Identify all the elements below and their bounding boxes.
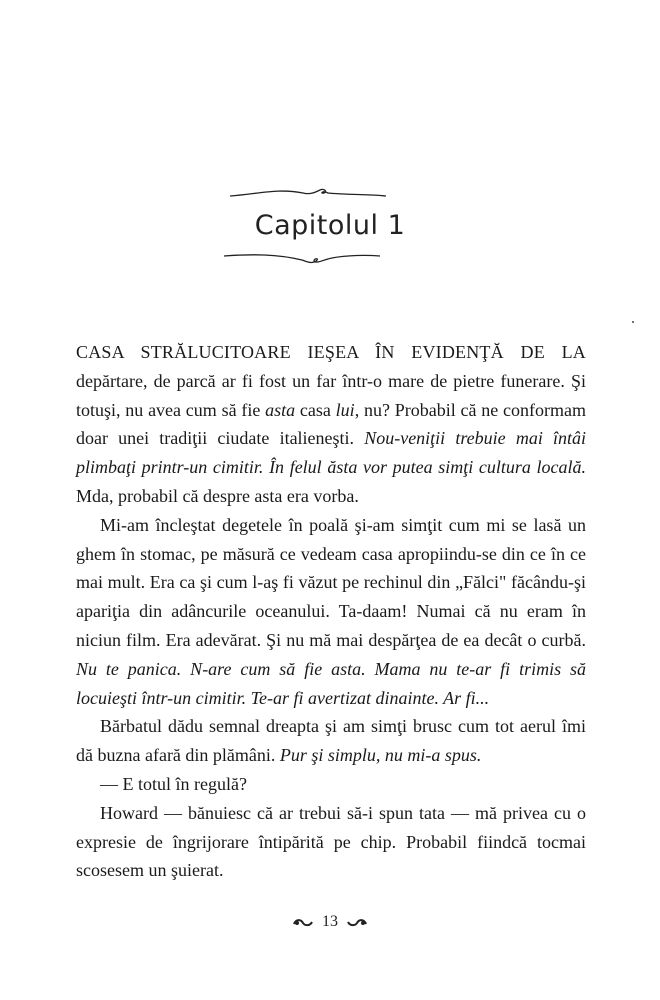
footer-ornament-right-icon bbox=[346, 917, 368, 927]
chapter-title: Capitolul 1 bbox=[254, 210, 406, 241]
italic-span: Nu te panica. N-are cum să fie asta. Mama nu te-ar fi trimis să locuieşti într-un cimitir. Te-ar fi avertizat dinainte. Ar fi... bbox=[76, 658, 586, 708]
text-span: Howard — bănuiesc că ar trebui să-i spun tata — mă privea cu o expresie de îngrijorare întipărită pe chip. Probabil fiindcă tocmai scosesem un şuierat. bbox=[76, 802, 586, 881]
italic-span: lui bbox=[335, 399, 355, 420]
dialogue-line: — E totul în regulă? bbox=[100, 773, 247, 794]
italic-span: Nou-veniţii trebuie mai întâi plimbaţi printr-un cimitir. În felul ăsta vor putea simţi cultura locală. bbox=[76, 428, 586, 478]
paragraph-1 bbox=[76, 338, 586, 511]
chapter-ornament-bottom bbox=[222, 248, 382, 268]
paragraph-4 bbox=[76, 770, 586, 799]
chapter-ornament-top bbox=[228, 184, 388, 202]
opening-caps: CASA STRĂLUCITOARE IEŞEA ÎN EVIDENŢĂ DE LA bbox=[76, 342, 586, 362]
page-footer bbox=[0, 913, 660, 931]
speck bbox=[632, 321, 634, 323]
page-number: 13 bbox=[322, 913, 338, 930]
text-span: depărtare, de parcă ar fi fost un far într-o mare de pietre funerare. Şi totuşi, nu avea cum să fie bbox=[76, 370, 586, 420]
text-span: Mi-am încleştat degetele în poală şi-am simţit cum mi se lasă un ghem în stomac, pe măsură ce vedeam casa apropiindu-se din ce în ce mai mult. Era ca şi cum l-aş fi văzut pe rechinul din „Fălci" făcându-şi apariţia din adâncurile oceanului. Ta-daam! Numai că nu eram în niciun film. Era adevărat. Şi nu mă mai despărţea de ea decât o curbă. bbox=[76, 514, 586, 650]
text-span: Mda, probabil că despre asta era vorba. bbox=[76, 485, 359, 506]
footer-ornament-left-icon bbox=[292, 917, 314, 927]
text-span: Bărbatul dădu semnal dreapta şi am simţi brusc cum tot aerul îmi dă buzna afară din plămâni. bbox=[76, 716, 586, 766]
italic-span: asta bbox=[265, 399, 296, 420]
paragraph-3 bbox=[76, 712, 586, 770]
paragraph-5 bbox=[76, 799, 586, 885]
text-span: casa bbox=[295, 399, 336, 420]
text-span: , nu? Probabil că ne conformam doar unei tradiţii ciudate italieneşti. bbox=[76, 399, 586, 449]
italic-span: Pur şi simplu, nu mi-a spus. bbox=[279, 745, 482, 766]
chapter-body bbox=[76, 338, 586, 885]
paragraph-2 bbox=[76, 511, 586, 713]
